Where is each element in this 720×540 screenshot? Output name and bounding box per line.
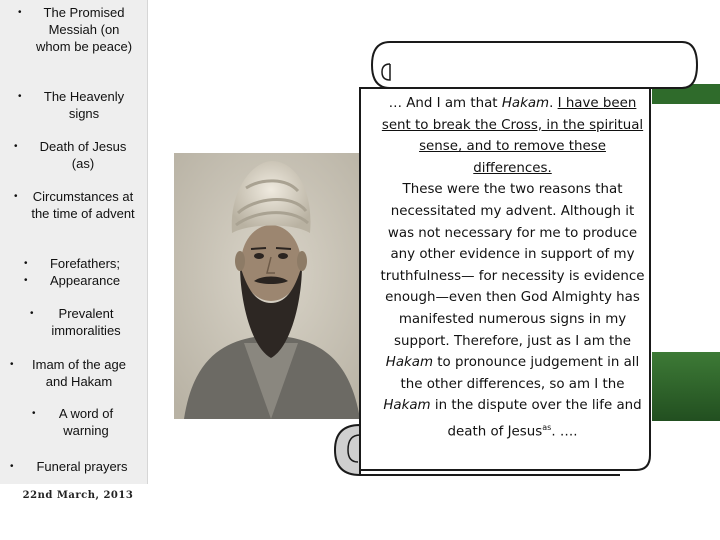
quote-lead: … And I am that xyxy=(388,96,502,111)
bullet-icon: • xyxy=(10,359,14,370)
sidebar-item-label: A word of warning xyxy=(58,406,114,438)
bullet-icon: • xyxy=(32,408,36,419)
sidebar-item-label: Death of Jesus (as) xyxy=(39,139,127,171)
quote-hakam-3: Hakam xyxy=(383,398,431,414)
quote-body-3: in the dispute over the life and death of Jesus xyxy=(430,398,642,440)
quote-punct: . xyxy=(549,96,558,111)
sidebar-item-label: Forefathers; Appearance xyxy=(49,256,121,288)
quote-sup: as xyxy=(542,422,552,432)
sidebar-item-label: Imam of the age and Hakam xyxy=(32,357,126,389)
quote-body: These were the two reasons that necessitated my advent. Although it was not necessary for me to produce any other evidence in support of my truthfulness— for necessity is evidence enough—even then God Almighty has manifested numerous signs in my support. Therefore, just as I am the xyxy=(380,182,645,349)
sidebar-item-label: Prevalent immoralities xyxy=(51,306,121,338)
quote-text xyxy=(380,93,645,443)
bullet-icon: • xyxy=(24,275,28,286)
bullet-icon: • xyxy=(30,308,34,319)
quote-body-2: to pronounce judgement in all the other differences, so am I the xyxy=(400,355,640,392)
bullet-icon: • xyxy=(14,141,18,152)
sidebar-item-label: Funeral prayers xyxy=(36,459,128,474)
date-footer: 22nd March, 2013 xyxy=(22,490,134,501)
quote-underlined: I have been sent to break the Cross, in the spiritual sense, and to remove these differences. xyxy=(381,96,644,176)
bullet-icon: • xyxy=(24,258,28,269)
bullet-icon: • xyxy=(14,191,18,202)
quote-hakam-2: Hakam xyxy=(385,355,434,371)
bullet-icon: • xyxy=(18,91,22,102)
sidebar-item-label: Circumstances at the time of advent xyxy=(31,189,135,221)
sidebar-item-label: The Heavenly signs xyxy=(43,89,125,121)
quote-hakam: Hakam xyxy=(501,96,550,111)
sidebar-item-label: The Promised Messiah (on whom be peace) xyxy=(35,5,133,54)
quote-end: . …. xyxy=(551,424,578,440)
bullet-icon: • xyxy=(10,461,14,472)
bullet-icon: • xyxy=(18,7,22,18)
